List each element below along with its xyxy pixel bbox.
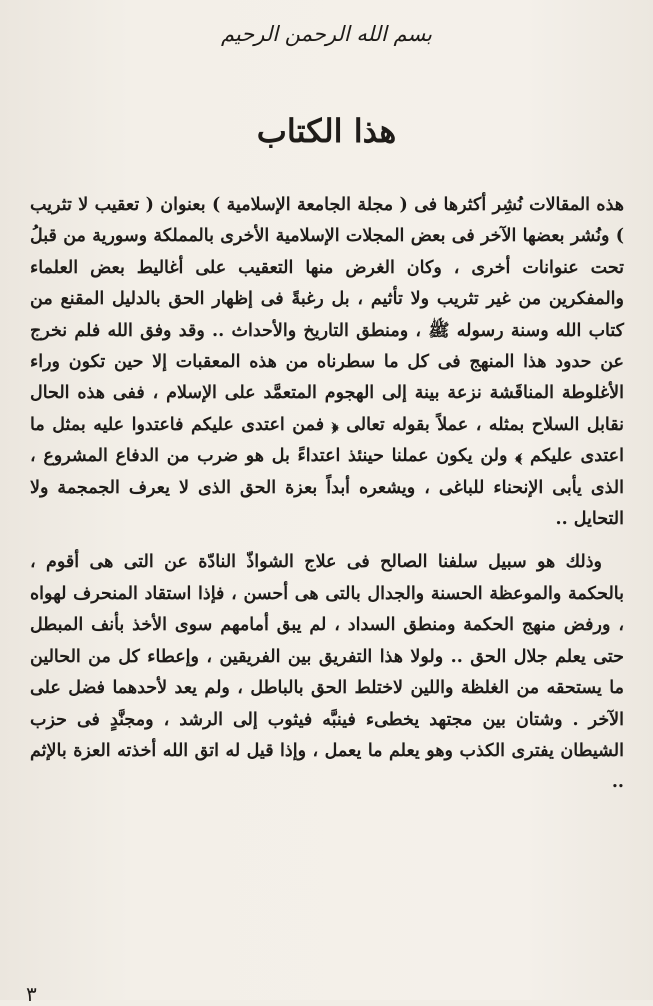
paragraph-2: وذلك هو سبيل سلفنا الصالح فى علاج الشواذّ النادّة عن التى هى أقوم ، بالحكمة والموعظة الحسنة والجدال بالتى هى أحسن ، فإذا استقاد المنحرف لهواه ، ورفض منهج الحكمة ومنطق السداد ، لم يبق أمامهم سوى الأخذ بأنف المبطل حتى يعلم جلال الحق .. ولولا هذا التفريق بين الفريقين ، وإعطاء كل من الحالين ما يستحقه من الغلظة واللين لاختلط الحق بالباطل ، ولم يعد لأحدهما فضل على الآخر . وشتان بين مجتهد يخطىء فينبَّه فيثوب إلى الرشد ، ومجنَّدٍ فى حزب الشيطان يفترى الكذب وهو يعلم ما يعمل ، وإذا قيل له اتق الله أخذته العزة بالإثم .. — [30, 552, 624, 793]
basmala-heading: بسم الله الرحمن الرحيم — [220, 22, 433, 46]
body-text — [30, 190, 624, 799]
page-title: هذا الكتاب — [256, 112, 397, 150]
paragraph-1: هذه المقالات نُشِر أكثرها فى ( مجلة الجامعة الإسلامية ) بعنوان ( تعقيب لا تثريب ) ونُشر بعضها الآخر فى بعض المجلات الإسلامية الأخرى بالمملكة وسورية من قبلُ تحت عنوانات أخرى ، وكان الغرض منها التعقيب على أغاليط بعض العلماء والمفكرين من غير تثريب ولا تأثيم ، بل رغبةً فى إظهار الحق بالدليل المقنع من كتاب الله وسنة رسوله ﷺ ، ومنطق التاريخ والأحداث .. وقد وفق الله فلم نخرج عن حدود هذا المنهج فى كل ما سطرناه من هذه المعقبات إلا حين تكون وراء الأغلوطة المناقَشة نزعة بينة إلى الهجوم المتعمَّد على الإسلام ، ففى هذه الحال نقابل السلاح بمثله ، عملاً بقوله تعالى ﴿ فمن اعتدى عليكم فاعتدوا عليه بمثل ما اعتدى عليكم ﴾ ولن يكون عملنا حينئذ اعتداءً بل هو ضرب من الدفاع المشروع ، الذى يأبى الإنحناء للباغى ، ويشعره أبداً بعزة الحق الذى لا يعرف الجمجمة ولا التحايل .. — [30, 195, 624, 530]
page-number: ٣ — [26, 982, 37, 1006]
